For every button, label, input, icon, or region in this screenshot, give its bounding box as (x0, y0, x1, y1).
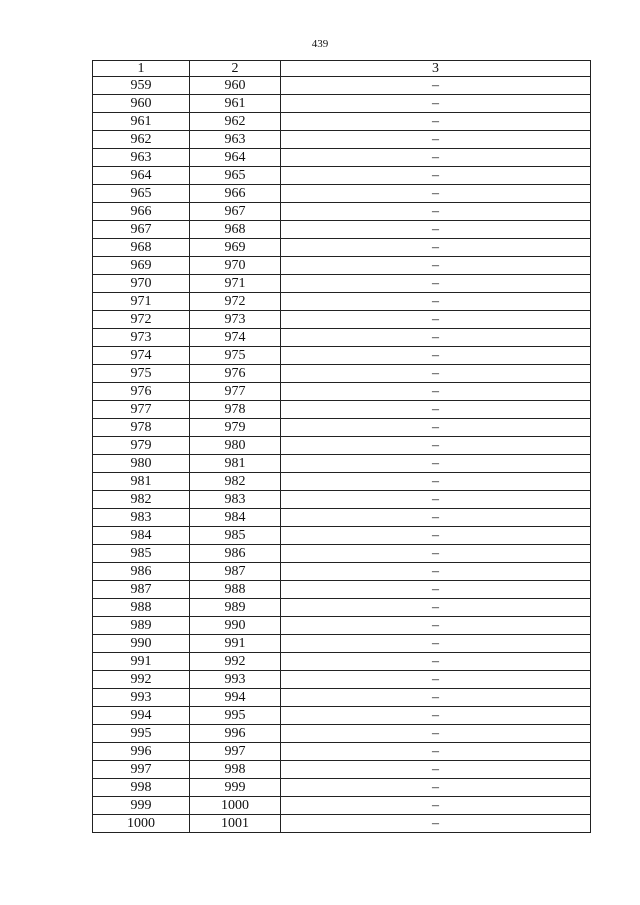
table-cell-col-3: – (281, 509, 591, 527)
table-row (93, 347, 591, 365)
table-cell-col-3: – (281, 77, 591, 95)
table-row (93, 725, 591, 743)
table-cell-col-1: 991 (93, 653, 190, 671)
table-cell-col-3: – (281, 185, 591, 203)
table-cell-col-2: 986 (190, 545, 281, 563)
table-cell-col-1: 977 (93, 401, 190, 419)
column-header-1: 1 (93, 61, 190, 77)
table-cell-col-1: 993 (93, 689, 190, 707)
table-row (93, 203, 591, 221)
table-row (93, 581, 591, 599)
table-cell-col-2: 994 (190, 689, 281, 707)
table-cell-col-2: 965 (190, 167, 281, 185)
table-row (93, 671, 591, 689)
table-row (93, 797, 591, 815)
table-body (93, 77, 591, 833)
table-cell-col-2: 989 (190, 599, 281, 617)
table-cell-col-3: – (281, 329, 591, 347)
table-cell-col-3: – (281, 599, 591, 617)
table-cell-col-2: 992 (190, 653, 281, 671)
table-cell-col-2: 961 (190, 95, 281, 113)
table-row (93, 293, 591, 311)
column-header-2: 2 (190, 61, 281, 77)
column-header-3: 3 (281, 61, 591, 77)
table-cell-col-2: 966 (190, 185, 281, 203)
table-cell-col-2: 981 (190, 455, 281, 473)
table-cell-col-1: 979 (93, 437, 190, 455)
table-cell-col-2: 984 (190, 509, 281, 527)
table-cell-col-1: 978 (93, 419, 190, 437)
table-cell-col-2: 973 (190, 311, 281, 329)
table-cell-col-3: – (281, 725, 591, 743)
table-row (93, 527, 591, 545)
table-cell-col-2: 995 (190, 707, 281, 725)
table-cell-col-2: 975 (190, 347, 281, 365)
table-row (93, 635, 591, 653)
table-cell-col-2: 998 (190, 761, 281, 779)
table-row (93, 113, 591, 131)
table-row (93, 707, 591, 725)
table-cell-col-3: – (281, 257, 591, 275)
table-cell-col-3: – (281, 617, 591, 635)
table-cell-col-1: 981 (93, 473, 190, 491)
table-row (93, 95, 591, 113)
table-cell-col-2: 983 (190, 491, 281, 509)
table-row (93, 221, 591, 239)
table-cell-col-3: – (281, 653, 591, 671)
table-cell-col-3: – (281, 311, 591, 329)
table-row (93, 509, 591, 527)
table-cell-col-3: – (281, 149, 591, 167)
table-cell-col-1: 963 (93, 149, 190, 167)
table-cell-col-1: 996 (93, 743, 190, 761)
table-row (93, 131, 591, 149)
table-row (93, 455, 591, 473)
table-cell-col-2: 978 (190, 401, 281, 419)
table-row (93, 617, 591, 635)
table-cell-col-1: 987 (93, 581, 190, 599)
table-cell-col-2: 963 (190, 131, 281, 149)
table-row (93, 311, 591, 329)
table-cell-col-3: – (281, 491, 591, 509)
table-row (93, 761, 591, 779)
table-cell-col-1: 976 (93, 383, 190, 401)
table-row (93, 743, 591, 761)
table-cell-col-2: 980 (190, 437, 281, 455)
table-cell-col-1: 960 (93, 95, 190, 113)
table-cell-col-2: 968 (190, 221, 281, 239)
table-cell-col-1: 997 (93, 761, 190, 779)
table-cell-col-2: 991 (190, 635, 281, 653)
table-cell-col-3: – (281, 347, 591, 365)
table-row (93, 365, 591, 383)
header-row (93, 61, 591, 77)
table-cell-col-2: 970 (190, 257, 281, 275)
table-cell-col-2: 976 (190, 365, 281, 383)
table-cell-col-3: – (281, 221, 591, 239)
table-cell-col-1: 973 (93, 329, 190, 347)
table-row (93, 419, 591, 437)
table-cell-col-3: – (281, 635, 591, 653)
table-cell-col-1: 1000 (93, 815, 190, 833)
table-cell-col-1: 984 (93, 527, 190, 545)
table-cell-col-2: 985 (190, 527, 281, 545)
table-row (93, 491, 591, 509)
table-cell-col-3: – (281, 239, 591, 257)
table-cell-col-3: – (281, 563, 591, 581)
table-cell-col-3: – (281, 581, 591, 599)
table-cell-col-3: – (281, 455, 591, 473)
table-cell-col-2: 1000 (190, 797, 281, 815)
table-row (93, 77, 591, 95)
table-row (93, 149, 591, 167)
table-cell-col-2: 964 (190, 149, 281, 167)
table-cell-col-2: 1001 (190, 815, 281, 833)
table-cell-col-2: 960 (190, 77, 281, 95)
table-cell-col-1: 995 (93, 725, 190, 743)
table-cell-col-3: – (281, 689, 591, 707)
table-row (93, 815, 591, 833)
table-cell-col-1: 989 (93, 617, 190, 635)
table-row (93, 167, 591, 185)
table-cell-col-3: – (281, 743, 591, 761)
table-cell-col-3: – (281, 761, 591, 779)
table-cell-col-3: – (281, 707, 591, 725)
table-cell-col-3: – (281, 779, 591, 797)
table-cell-col-2: 972 (190, 293, 281, 311)
table-cell-col-3: – (281, 671, 591, 689)
table-cell-col-3: – (281, 203, 591, 221)
table-cell-col-3: – (281, 167, 591, 185)
table-cell-col-1: 961 (93, 113, 190, 131)
table-row (93, 257, 591, 275)
table-cell-col-1: 971 (93, 293, 190, 311)
table-cell-col-2: 982 (190, 473, 281, 491)
table-cell-col-2: 969 (190, 239, 281, 257)
table-cell-col-1: 970 (93, 275, 190, 293)
table-row (93, 545, 591, 563)
table-cell-col-2: 996 (190, 725, 281, 743)
table-cell-col-1: 988 (93, 599, 190, 617)
table-row (93, 185, 591, 203)
table-row (93, 653, 591, 671)
table-cell-col-1: 966 (93, 203, 190, 221)
table-cell-col-1: 999 (93, 797, 190, 815)
table-cell-col-1: 968 (93, 239, 190, 257)
table-cell-col-1: 964 (93, 167, 190, 185)
table-cell-col-1: 986 (93, 563, 190, 581)
table-row (93, 473, 591, 491)
table-cell-col-1: 962 (93, 131, 190, 149)
table-row (93, 437, 591, 455)
table-cell-col-2: 962 (190, 113, 281, 131)
table-row (93, 383, 591, 401)
table-cell-col-2: 999 (190, 779, 281, 797)
table-row (93, 401, 591, 419)
table-cell-col-3: – (281, 815, 591, 833)
table-row (93, 239, 591, 257)
table-cell-col-1: 998 (93, 779, 190, 797)
table-row (93, 779, 591, 797)
table-cell-col-1: 994 (93, 707, 190, 725)
table-cell-col-1: 980 (93, 455, 190, 473)
table-cell-col-3: – (281, 293, 591, 311)
table-cell-col-3: – (281, 527, 591, 545)
table-cell-col-2: 971 (190, 275, 281, 293)
table-cell-col-1: 974 (93, 347, 190, 365)
table-row (93, 689, 591, 707)
page-number: 439 (311, 38, 329, 50)
table-cell-col-2: 997 (190, 743, 281, 761)
table-row (93, 329, 591, 347)
table-cell-col-1: 975 (93, 365, 190, 383)
table-cell-col-3: – (281, 275, 591, 293)
table-cell-col-1: 967 (93, 221, 190, 239)
table-cell-col-3: – (281, 365, 591, 383)
table-cell-col-1: 992 (93, 671, 190, 689)
table-cell-col-2: 987 (190, 563, 281, 581)
table-cell-col-2: 967 (190, 203, 281, 221)
table-cell-col-1: 969 (93, 257, 190, 275)
table-cell-col-3: – (281, 419, 591, 437)
table-cell-col-3: – (281, 545, 591, 563)
table-header (93, 61, 591, 77)
table-cell-col-3: – (281, 95, 591, 113)
table-cell-col-1: 972 (93, 311, 190, 329)
table-row (93, 599, 591, 617)
table-cell-col-2: 974 (190, 329, 281, 347)
table-cell-col-3: – (281, 131, 591, 149)
table-cell-col-2: 979 (190, 419, 281, 437)
table-cell-col-1: 982 (93, 491, 190, 509)
table-cell-col-3: – (281, 401, 591, 419)
table-cell-col-2: 990 (190, 617, 281, 635)
table-cell-col-2: 993 (190, 671, 281, 689)
table-cell-col-3: – (281, 797, 591, 815)
table-cell-col-1: 983 (93, 509, 190, 527)
table-row (93, 275, 591, 293)
table-cell-col-1: 965 (93, 185, 190, 203)
table-cell-col-1: 990 (93, 635, 190, 653)
table-cell-col-1: 985 (93, 545, 190, 563)
table-cell-col-3: – (281, 383, 591, 401)
table-cell-col-3: – (281, 473, 591, 491)
data-table (92, 60, 591, 833)
table-cell-col-3: – (281, 437, 591, 455)
table-row (93, 563, 591, 581)
table-cell-col-1: 959 (93, 77, 190, 95)
table-cell-col-3: – (281, 113, 591, 131)
table-cell-col-2: 977 (190, 383, 281, 401)
table-cell-col-2: 988 (190, 581, 281, 599)
